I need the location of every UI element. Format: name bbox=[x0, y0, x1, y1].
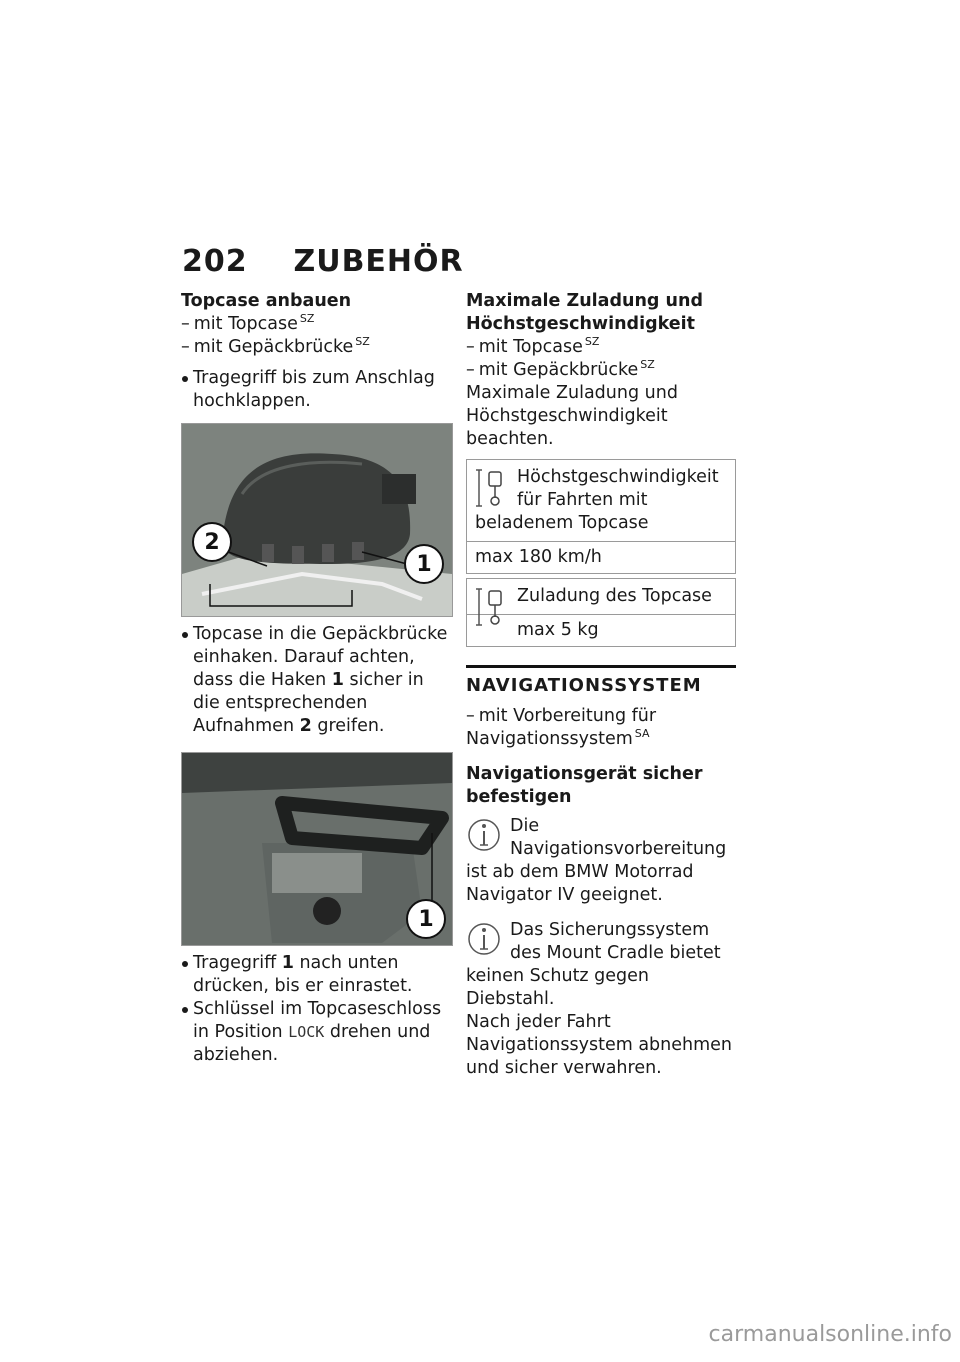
callout-1: 1 bbox=[404, 544, 444, 584]
left-column bbox=[181, 290, 453, 1067]
spec-table-speed bbox=[466, 459, 736, 574]
section-divider bbox=[466, 665, 736, 668]
topcase-illustration bbox=[182, 424, 452, 616]
after-ride-text: Nach jeder Fahrt Navigationssystem abnehmen und sicher verwahren. bbox=[466, 1012, 733, 1078]
callout-handle-1: 1 bbox=[406, 899, 446, 939]
measurement-icon bbox=[475, 466, 509, 508]
info-note-1 bbox=[466, 815, 738, 907]
requirement-luggage-rack-r: – mit Gepäckbrücke $^{SZ}$ bbox=[466, 359, 738, 382]
requirement-topcase-r: – mit Topcase $^{SZ}$ bbox=[466, 336, 738, 359]
callout-2: 2 bbox=[192, 522, 232, 562]
spec-label-load: Zuladung des Topcase bbox=[517, 586, 712, 606]
info-icon bbox=[466, 919, 502, 963]
page-number: 202 bbox=[182, 244, 248, 279]
figure-topcase-handle bbox=[181, 752, 453, 946]
chapter-title: ZUBEHÖR bbox=[293, 244, 464, 279]
section-heading-load: Maximale Zuladung und Höchstgeschwindigkeit bbox=[466, 291, 703, 334]
info-text-2: Das Sicherungssystem des Mount Cradle bietet keinen Schutz gegen Diebstahl. bbox=[466, 920, 721, 1009]
figure-topcase-mounting bbox=[181, 423, 453, 617]
section-title-navigation: NAVIGATIONSSYSTEM bbox=[466, 675, 702, 696]
spec-table-load bbox=[466, 578, 736, 647]
spec-label-row-2 bbox=[467, 579, 735, 615]
requirement-topcase: – mit Topcase $^{SZ}$ bbox=[181, 313, 453, 336]
info-icon bbox=[466, 815, 502, 859]
step-1: Tragegriff bis zum Anschlag hochklappen. bbox=[181, 367, 453, 413]
intro-text: Maximale Zuladung und Höchstgeschwindigkeit beachten. bbox=[466, 383, 678, 449]
step-4: Schlüssel im Topcaseschloss in Position LOCK drehen und abziehen. bbox=[181, 998, 453, 1067]
section-heading-topcase: Topcase anbauen bbox=[181, 291, 352, 311]
step-3: Tragegriff 1 nach unten drücken, bis er einrastet. bbox=[181, 952, 453, 998]
requirement-luggage-rack: – mit Gepäckbrücke $^{SZ}$ bbox=[181, 336, 453, 359]
info-text-1: Die Navigationsvorbereitung ist ab dem BMW Motorrad Navigator IV geeignet. bbox=[466, 816, 727, 905]
spec-label-row bbox=[467, 460, 735, 542]
requirement-navigation: – mit Vorbereitung für Navigationssystem $^{SA}$ bbox=[466, 705, 738, 751]
info-note-2 bbox=[466, 913, 738, 1011]
spec-value-load: max 5 kg bbox=[517, 620, 599, 640]
nav-heading: Navigationsgerät sicher befestigen bbox=[466, 764, 703, 807]
spec-label-speed: Höchstgeschwindigkeit für Fahrten mit beladenem Topcase bbox=[475, 467, 719, 533]
watermark: carmanualsonline.info bbox=[708, 1322, 952, 1347]
step-2: Topcase in die Gepäckbrücke einhaken. Darauf achten, dass die Haken 1 sicher in die entsprechenden Aufnahmen 2 greifen. bbox=[181, 623, 453, 738]
page-header bbox=[182, 244, 464, 279]
spec-value-speed: max 180 km/h bbox=[475, 547, 602, 567]
right-column bbox=[466, 290, 738, 1080]
